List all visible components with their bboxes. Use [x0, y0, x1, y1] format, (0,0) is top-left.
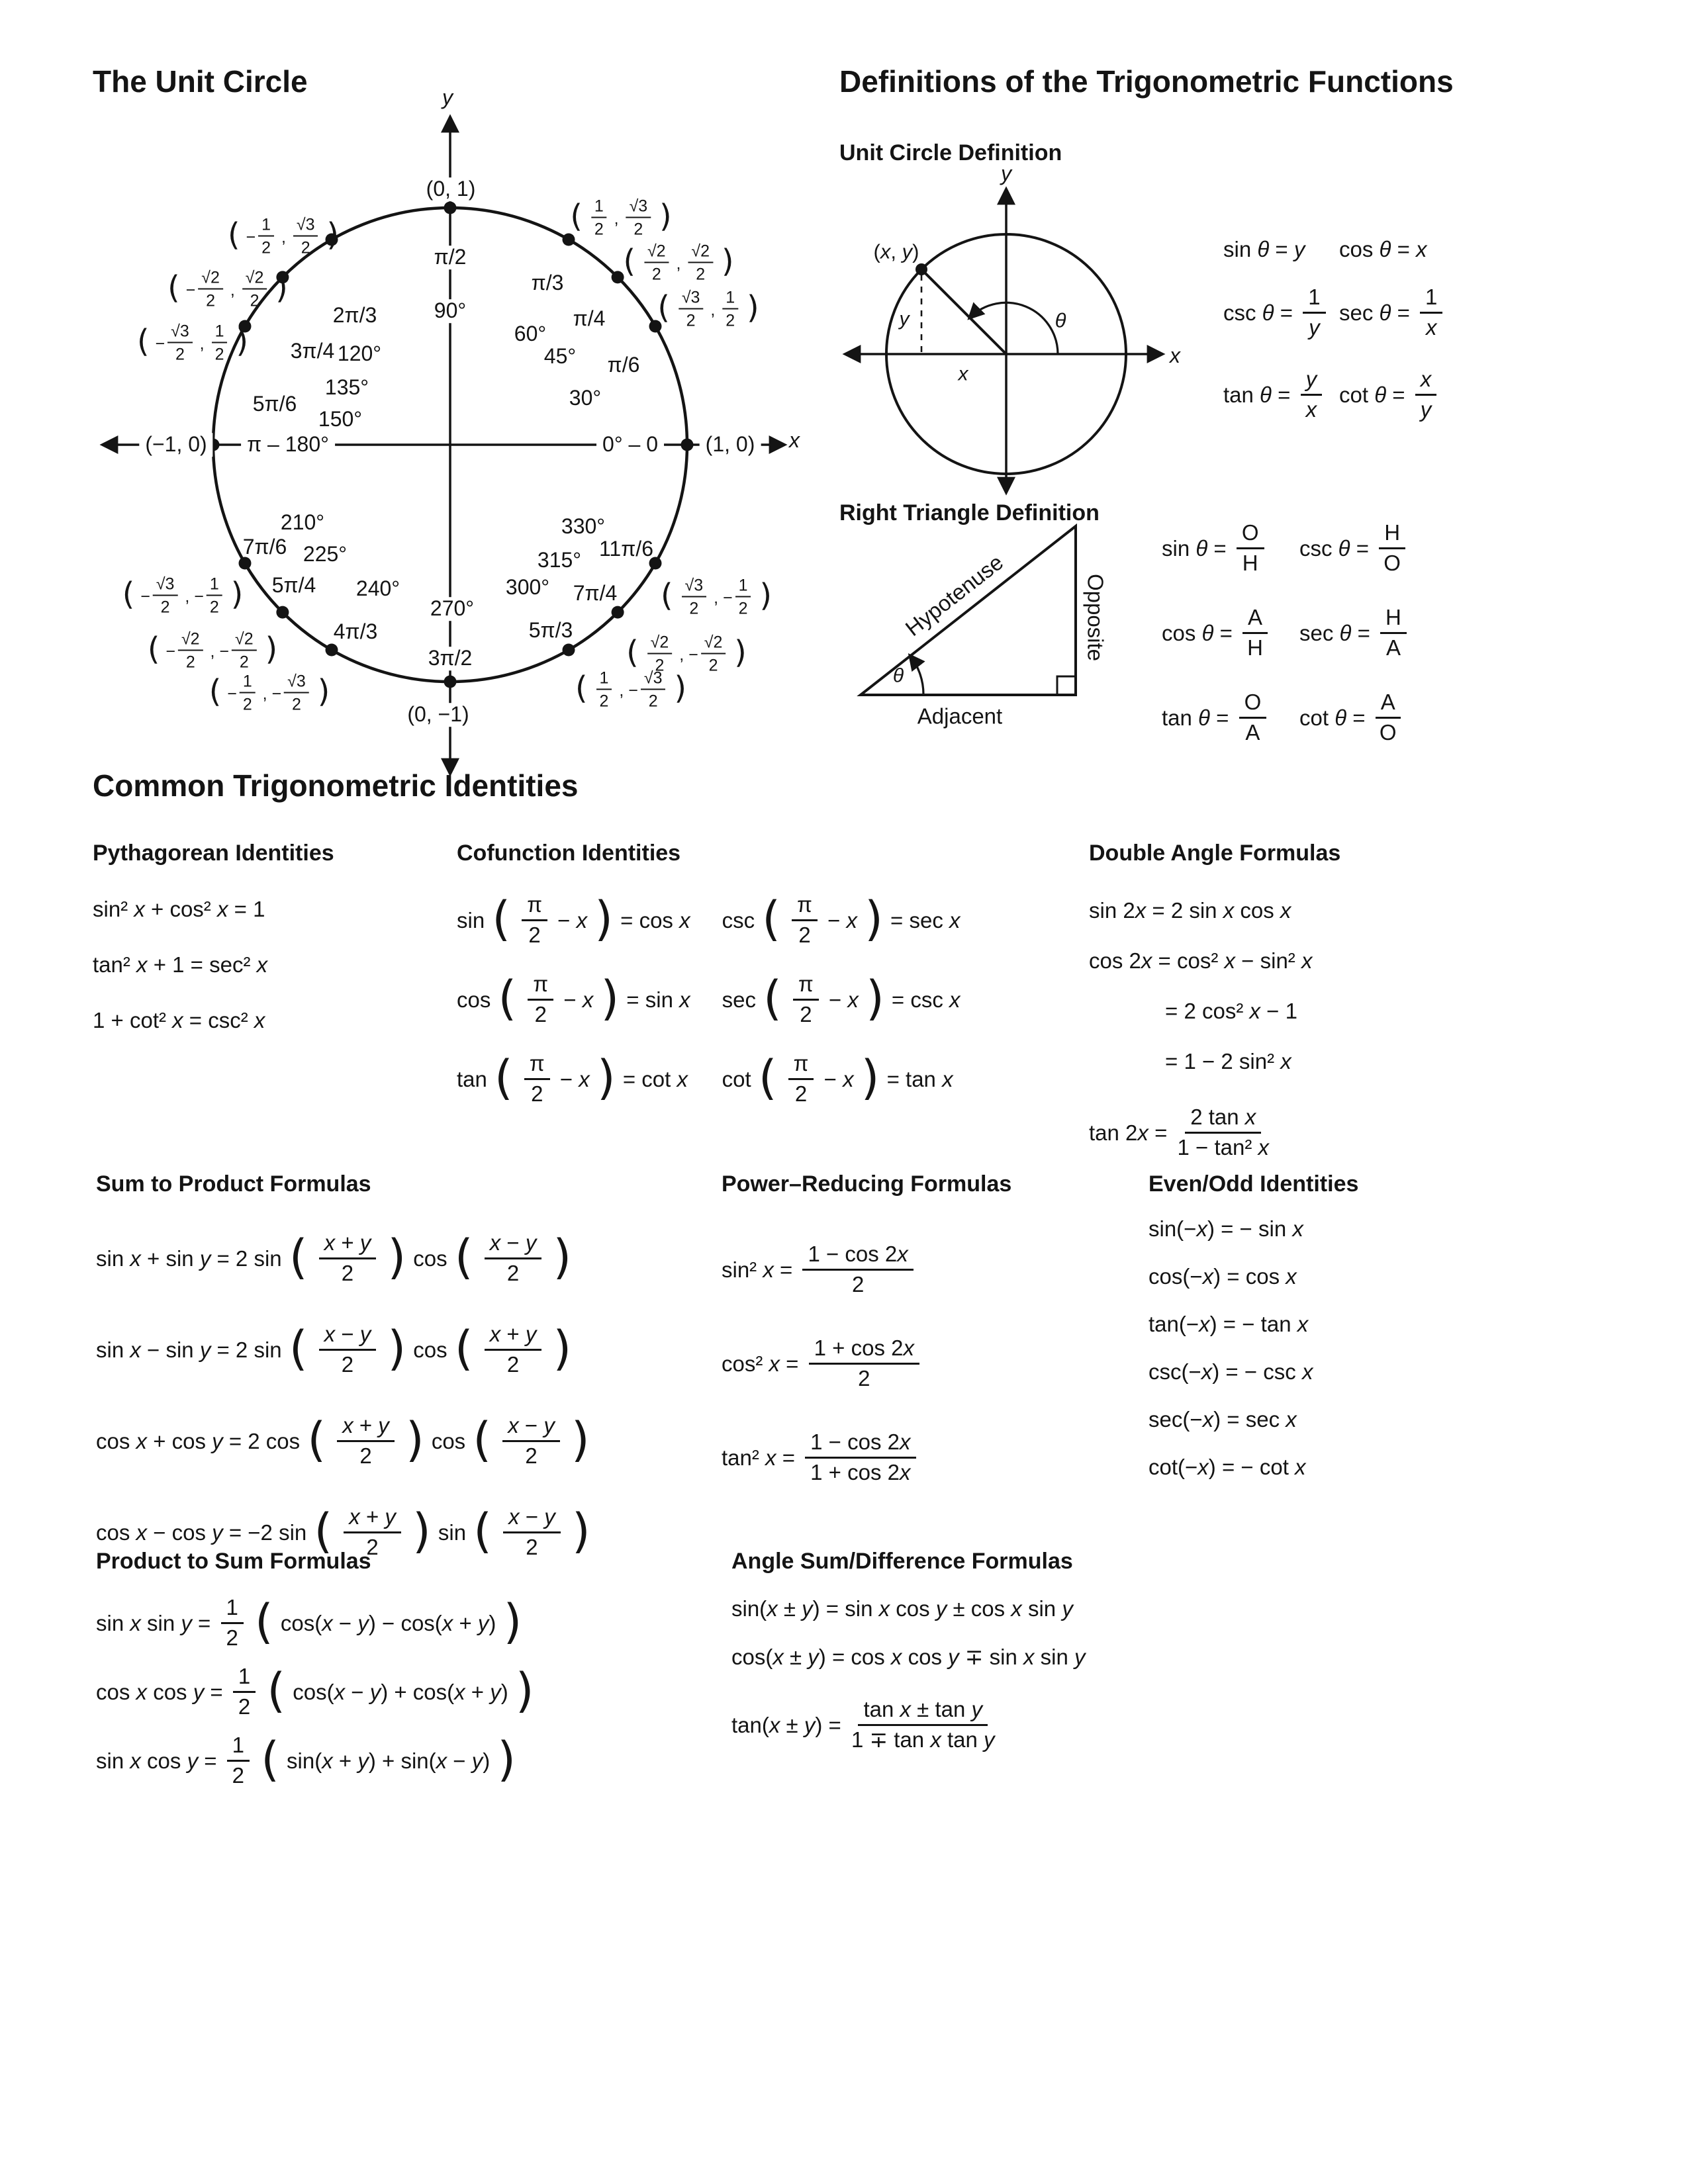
- section-heading: Even/Odd Identities: [1149, 1171, 1359, 1197]
- theta-arc: [910, 656, 923, 695]
- sum-to-product-formulas-section: [96, 1171, 592, 1586]
- right-triangle-diagram: [827, 506, 1205, 731]
- formula-sin: sin θ = y: [1223, 237, 1305, 261]
- circle-point-300: [563, 644, 575, 657]
- angle-120-coordinate-label: ( − $\frac{1}{2}$ , $\frac{√3}{2}$ ): [228, 215, 339, 257]
- formula-csc: csc θ = $\frac{H}{O}$: [1299, 523, 1411, 578]
- hypotenuse-label: Hypotenuse: [900, 549, 1008, 641]
- angle-45-coordinate-label: ( $\frac{√2}{2}$ , $\frac{√2}{2}$ ): [623, 242, 734, 284]
- angle-300-radian-label: 5π/3: [528, 618, 573, 643]
- coordinate-label-0-neg1: (0, −1): [401, 703, 475, 727]
- formula: sin x cos y = $\frac{1}{2}$ ( sin(x + y) + sin(x − y) ): [96, 1732, 516, 1788]
- unit-circle-definition-heading: Unit Circle Definition: [839, 140, 1062, 165]
- angle-330-radian-label: 11π/6: [599, 537, 653, 561]
- formula-tan: tan θ = $\frac{O}{A}$: [1162, 692, 1299, 747]
- formula-sec: sec θ = $\frac{1}{x}$: [1339, 287, 1446, 342]
- formula-tan: tan θ = $\frac{y}{x}$: [1223, 369, 1339, 424]
- theta-label: θ: [1055, 308, 1066, 332]
- formula: csc ( $\frac{\pi}{2}$ − x ) = sec x: [722, 891, 961, 947]
- formula: cos ( $\frac{\pi}{2}$ − x ) = sin x: [457, 971, 690, 1026]
- circle-point-225: [276, 606, 289, 619]
- angle-135-coordinate-label: ( − $\frac{√2}{2}$ , $\frac{√2}{2}$ ): [167, 268, 288, 310]
- formula: sin x sin y = $\frac{1}{2}$ ( cos(x − y) − cos(x + y) ): [96, 1594, 522, 1650]
- section-heading: Double Angle Formulas: [1089, 841, 1341, 866]
- section-heading: Pythagorean Identities: [93, 841, 334, 866]
- unit-circle-diagram: [93, 87, 808, 802]
- formula: csc(−x) = − csc x: [1149, 1359, 1313, 1384]
- angle-270-radian-label: 3π/2: [422, 647, 479, 670]
- right-triangle-definition-heading: Right Triangle Definition: [839, 500, 1100, 525]
- formula: tan(−x) = − tan x: [1149, 1312, 1309, 1336]
- angle-330-coordinate-label: ( $\frac{√3}{2}$ , − $\frac{1}{2}$ ): [661, 576, 772, 618]
- section-heading: Sum to Product Formulas: [96, 1171, 371, 1197]
- x-axis-label: x: [789, 428, 800, 453]
- angle-225-radian-label: 5π/4: [271, 573, 316, 598]
- angle-180-label: π – 180°: [241, 433, 335, 457]
- identities-title: Common Trigonometric Identities: [93, 768, 579, 803]
- formula: cos(x ± y) = cos x cos y ∓ sin x sin y: [731, 1644, 1086, 1669]
- formula-csc: csc θ = $\frac{1}{y}$: [1223, 287, 1339, 342]
- formula: sin² x + cos² x = 1: [93, 897, 265, 921]
- section-heading: Power–Reducing Formulas: [722, 1171, 1012, 1197]
- adjacent-label: Adjacent: [917, 704, 1003, 729]
- pythagorean-identities-section: [93, 841, 334, 1063]
- formula: cot(−x) = − cot x: [1149, 1455, 1306, 1479]
- angle-45-radian-label: π/4: [573, 306, 606, 331]
- formula: = 1 − 2 sin² x: [1165, 1049, 1291, 1073]
- y-axis-label: y: [1001, 161, 1011, 186]
- formula: cos x cos y = $\frac{1}{2}$ ( cos(x − y) + cos(x + y) ): [96, 1663, 534, 1719]
- definitions-title: Definitions of the Trigonometric Functions: [839, 64, 1454, 99]
- angle-120-radian-label: 2π/3: [332, 303, 377, 328]
- formula: sin x − sin y = 2 sin ( $\frac{x - y}{2}$ ) cos ( $\frac{x + y}{2}$ ): [96, 1321, 572, 1377]
- angle-240-radian-label: 4π/3: [333, 619, 378, 644]
- x-value-label: x: [958, 363, 968, 385]
- x-axis-label: x: [1170, 343, 1180, 368]
- angle-150-radian-label: 5π/6: [252, 392, 297, 416]
- y-value-label: y: [899, 308, 910, 330]
- even-odd-identities-section: [1149, 1171, 1358, 1502]
- right-angle-marker: [1057, 676, 1076, 695]
- angle-120-degree-label: 120°: [337, 341, 382, 366]
- coordinate-label-0-1: (0, 1): [420, 177, 482, 201]
- y-axis-label: y: [442, 85, 453, 110]
- angle-150-coordinate-label: ( − $\frac{√3}{2}$ , $\frac{1}{2}$ ): [137, 322, 248, 364]
- coordinate-label-neg1-0: (−1, 0): [139, 433, 212, 457]
- formula: 1 + cot² x = csc² x: [93, 1008, 265, 1032]
- formula: sin(−x) = − sin x: [1149, 1216, 1303, 1241]
- angle-225-coordinate-label: ( − $\frac{√2}{2}$ , − $\frac{√2}{2}$ ): [147, 629, 278, 672]
- radius-line: [921, 269, 1006, 354]
- angle-210-coordinate-label: ( − $\frac{√3}{2}$ , − $\frac{1}{2}$ ): [122, 574, 244, 617]
- formula: sec ( $\frac{\pi}{2}$ − x ) = csc x: [722, 971, 961, 1026]
- double-angle-formulas-section: [1089, 841, 1340, 1193]
- formula: sin ( $\frac{\pi}{2}$ − x ) = cos x: [457, 891, 690, 947]
- formula: = 2 cos² x − 1: [1165, 999, 1297, 1023]
- point-coordinates-label: (x, y): [873, 240, 919, 263]
- angle-240-degree-label: 240°: [355, 576, 400, 601]
- angle-135-degree-label: 135°: [324, 375, 369, 400]
- angle-225-degree-label: 225°: [303, 542, 348, 567]
- formula: sec(−x) = sec x: [1149, 1407, 1297, 1432]
- angle-60-degree-label: 60°: [514, 322, 547, 346]
- formula: cos(−x) = cos x: [1149, 1264, 1297, 1289]
- angle-270-degree-label: 270°: [424, 597, 480, 621]
- angle-300-degree-label: 300°: [505, 575, 550, 600]
- formula: sin x + sin y = 2 sin ( $\frac{x + y}{2}$ ) cos ( $\frac{x - y}{2}$ ): [96, 1230, 572, 1285]
- angle-315-coordinate-label: ( $\frac{√2}{2}$ , − $\frac{√2}{2}$ ): [626, 633, 747, 675]
- circle-point-240: [326, 644, 338, 657]
- angle-30-radian-label: π/6: [607, 353, 640, 377]
- circle-point-270: [444, 676, 457, 688]
- formula: cos 2x = cos² x − sin² x: [1089, 948, 1313, 973]
- unit-circle-definition-formulas: [1223, 228, 1446, 435]
- section-heading: Angle Sum/Difference Formulas: [731, 1549, 1073, 1574]
- formula-cot: cot θ = $\frac{A}{O}$: [1299, 692, 1411, 747]
- formula: tan ( $\frac{\pi}{2}$ − x ) = cot x: [457, 1050, 688, 1106]
- formula: cos x + cos y = 2 cos ( $\frac{x + y}{2}$ ) cos ( $\frac{x - y}{2}$ ): [96, 1412, 590, 1468]
- angle-60-radian-label: π/3: [531, 271, 564, 295]
- angle-315-degree-label: 315°: [537, 548, 582, 572]
- formula: sin 2x = 2 sin x cos x: [1089, 898, 1291, 923]
- formula-sec: sec θ = $\frac{H}{A}$: [1299, 608, 1411, 662]
- formula-cos: cos θ = x: [1339, 237, 1427, 261]
- coordinate-label-1-0: (1, 0): [700, 433, 761, 457]
- angle-240-coordinate-label: ( − $\frac{1}{2}$ , − $\frac{√3}{2}$ ): [209, 672, 330, 714]
- angle-90-radian-label: π/2: [428, 246, 473, 269]
- formula-cot: cot θ = $\frac{x}{y}$: [1339, 369, 1446, 424]
- unit-circle-definition-diagram: [827, 162, 1192, 506]
- section-heading: Cofunction Identities: [457, 841, 681, 866]
- angle-330-degree-label: 330°: [561, 514, 606, 539]
- right-triangle-definition-formulas: [1162, 513, 1411, 756]
- opposite-label: Opposite: [1083, 573, 1108, 662]
- angle-135-radian-label: 3π/4: [290, 339, 335, 363]
- formula: cos² x = $\frac{1 + \cos 2x}{2}$: [722, 1338, 923, 1393]
- theta-arc: [970, 302, 1058, 354]
- theta-label: θ: [892, 664, 904, 687]
- formula: sin² x = $\frac{1 - \cos 2x}{2}$: [722, 1244, 917, 1299]
- angle-300-coordinate-label: ( $\frac{1}{2}$ , − $\frac{√3}{2}$ ): [575, 668, 686, 711]
- formula: tan² x + 1 = sec² x: [93, 952, 268, 977]
- formula: tan(x ± y) = $\frac{\text{tan x ± tan y}}{\text{1 ∓ tan x tan y}}$: [731, 1696, 995, 1752]
- angle-0-label: 0° – 0: [596, 433, 664, 457]
- angle-315-radian-label: 7π/4: [573, 581, 618, 606]
- section-heading: Product to Sum Formulas: [96, 1549, 371, 1574]
- circle-point-210: [239, 557, 252, 570]
- circle-point-0: [681, 439, 694, 451]
- point-on-circle: [915, 263, 927, 275]
- angle-90-degree-label: 90°: [428, 299, 472, 323]
- circle-point-315: [612, 606, 624, 619]
- formula: tan² x = $\frac{1 - \cos 2x}{1 + \cos 2x}$: [722, 1432, 920, 1487]
- product-to-sum-formulas-section: [96, 1549, 536, 1799]
- formula: sin(x ± y) = sin x cos y ± cos x sin y: [731, 1596, 1073, 1621]
- formula-cos: cos θ = $\frac{A}{H}$: [1162, 608, 1299, 662]
- angle-45-degree-label: 45°: [543, 344, 577, 369]
- formula: cot ( $\frac{\pi}{2}$ − x ) = tan x: [722, 1050, 953, 1106]
- angle-30-coordinate-label: ( $\frac{√3}{2}$ , $\frac{1}{2}$ ): [657, 288, 759, 330]
- angle-sum-difference-formulas-section: [731, 1549, 1086, 1782]
- angle-210-radian-label: 7π/6: [242, 535, 287, 559]
- formula: tan 2x = $\frac{\text{2 tan x}}{\text{1 − tan² x}}$: [1089, 1104, 1270, 1160]
- angle-60-coordinate-label: ( $\frac{1}{2}$ , $\frac{√3}{2}$ ): [570, 197, 672, 239]
- unit-circle-title: The Unit Circle: [93, 64, 308, 99]
- angle-30-degree-label: 30°: [569, 386, 602, 410]
- angle-150-degree-label: 150°: [318, 407, 363, 432]
- power-reducing-formulas-section: [722, 1171, 1011, 1514]
- formula-sin: sin θ = $\frac{O}{H}$: [1162, 523, 1299, 578]
- angle-210-degree-label: 210°: [280, 510, 325, 535]
- formula: cos x − cos y = −2 sin ( $\frac{x + y}{2}$ ) sin ( $\frac{x - y}{2}$ ): [96, 1504, 590, 1559]
- circle-point-90: [444, 202, 457, 214]
- cofunction-identities-section: [457, 841, 961, 1121]
